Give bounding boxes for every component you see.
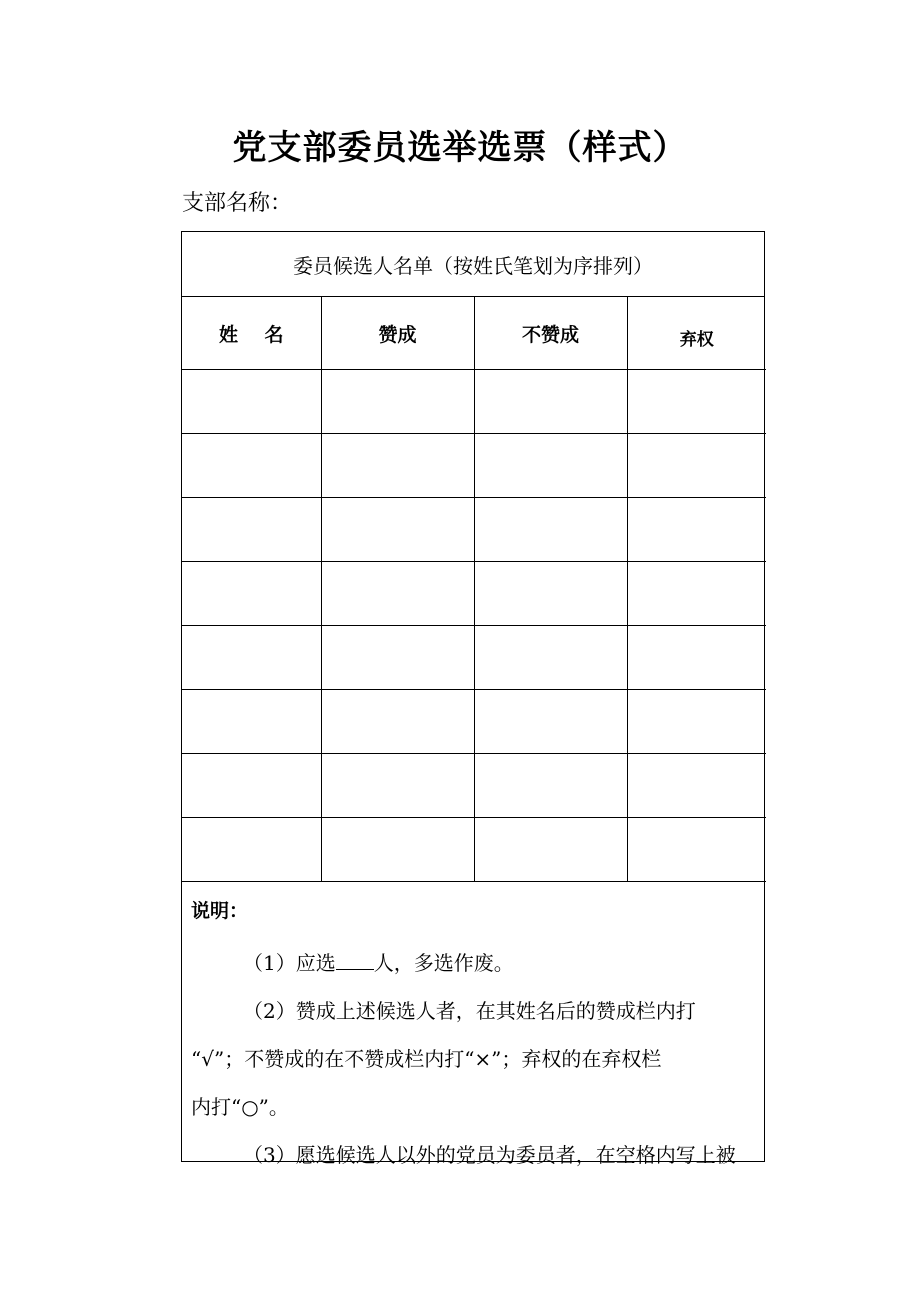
table-row: [182, 370, 766, 434]
branch-name-label: 支部名称：: [182, 191, 293, 216]
ballot-title: 党支部委员选举选票（样式）: [232, 128, 688, 168]
header-approve: 赞成: [321, 297, 474, 370]
table-row: [182, 434, 766, 498]
name-cell[interactable]: [182, 818, 321, 882]
header-disapprove: 不赞成: [474, 297, 627, 370]
approve-cell[interactable]: [321, 434, 474, 498]
ballot-form: [181, 231, 765, 1167]
approve-cell[interactable]: [321, 370, 474, 434]
disapprove-cell[interactable]: [474, 434, 627, 498]
name-cell[interactable]: [182, 434, 321, 498]
table-row: [182, 626, 766, 690]
abstain-cell[interactable]: [627, 434, 766, 498]
instruction-item-2-line-1: （2）赞成上述候选人者，在其姓名后的赞成栏内打: [243, 999, 696, 1023]
disapprove-cell[interactable]: [474, 754, 627, 818]
table-row: [182, 562, 766, 626]
item1-text-before: （1）应选: [243, 951, 336, 975]
disapprove-cell[interactable]: [474, 370, 627, 434]
name-cell[interactable]: [182, 626, 321, 690]
candidate-list-caption: 委员候选人名单（按姓氏笔划为序排列）: [182, 232, 764, 297]
abstain-cell[interactable]: [627, 626, 766, 690]
quota-blank[interactable]: [336, 951, 374, 970]
abstain-cell[interactable]: [627, 818, 766, 882]
instructions-heading: 说明：: [191, 900, 249, 922]
approve-cell[interactable]: [321, 562, 474, 626]
approve-cell[interactable]: [321, 818, 474, 882]
abstain-cell[interactable]: [627, 498, 766, 562]
disapprove-cell[interactable]: [474, 818, 627, 882]
approve-cell[interactable]: [321, 498, 474, 562]
abstain-cell[interactable]: [627, 370, 766, 434]
approve-cell[interactable]: [321, 754, 474, 818]
disapprove-cell[interactable]: [474, 562, 627, 626]
header-name: 姓 名: [182, 297, 321, 370]
abstain-cell[interactable]: [627, 754, 766, 818]
header-abstain: 弃权: [627, 297, 766, 370]
table-row: [182, 690, 766, 754]
name-cell[interactable]: [182, 562, 321, 626]
instruction-item-2-line-2: “√”；不赞成的在不赞成栏内打“×”；弃权的在弃权栏: [191, 1047, 662, 1071]
ballot-table: [182, 297, 766, 882]
disapprove-cell[interactable]: [474, 690, 627, 754]
approve-cell[interactable]: [321, 626, 474, 690]
name-cell[interactable]: [182, 370, 321, 434]
name-cell[interactable]: [182, 690, 321, 754]
instructions: [182, 882, 764, 1179]
header-row: [182, 297, 766, 370]
instruction-item-3-line-1: （3）愿选候选人以外的党员为委员者，在空格内写上被: [243, 1143, 736, 1167]
approve-cell[interactable]: [321, 690, 474, 754]
abstain-cell[interactable]: [627, 690, 766, 754]
table-row: [182, 754, 766, 818]
instruction-item-1: [191, 939, 755, 987]
disapprove-cell[interactable]: [474, 498, 627, 562]
item1-text-after: 人，多选作废。: [373, 951, 514, 975]
name-cell[interactable]: [182, 754, 321, 818]
disapprove-cell[interactable]: [474, 626, 627, 690]
table-row: [182, 818, 766, 882]
name-cell[interactable]: [182, 498, 321, 562]
instruction-item-2-line-3: 内打“○”。: [191, 1095, 289, 1119]
table-row: [182, 498, 766, 562]
abstain-cell[interactable]: [627, 562, 766, 626]
